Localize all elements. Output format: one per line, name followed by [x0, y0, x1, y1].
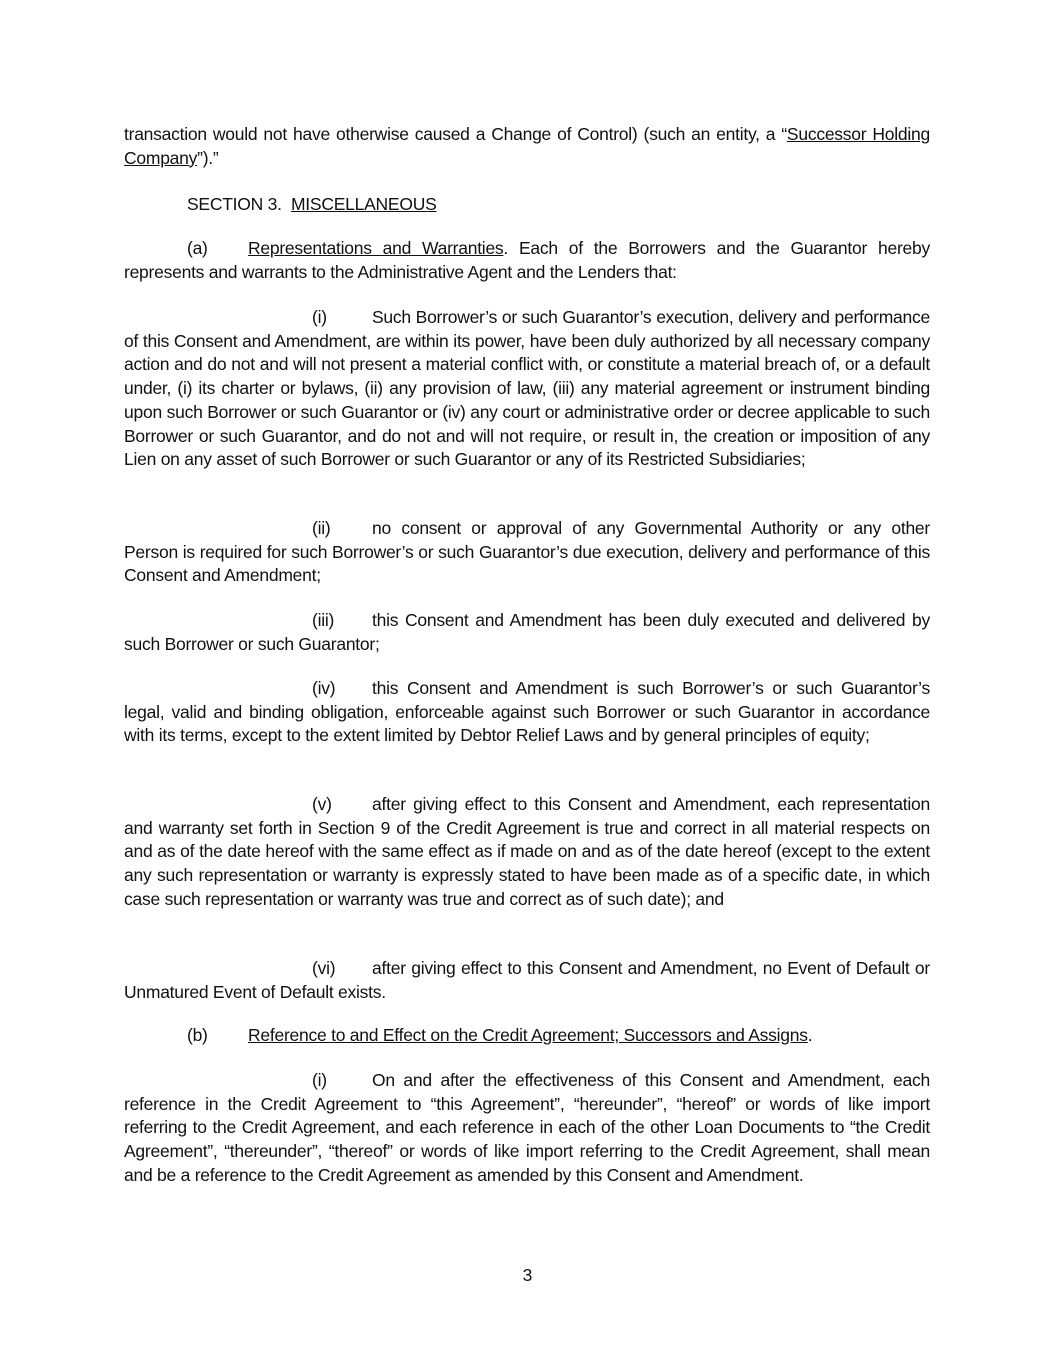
clause-label: (iv) — [312, 678, 336, 698]
clause-text: this Consent and Amendment is such Borrower’s or such Guarantor’s legal, valid and binding obligation, enforceable against such Borrower or such Guarantor in accordance with its terms, except to the extent limited by Debtor Relief Laws and by general principles of equity; — [124, 678, 930, 746]
clause-a-vi — [124, 957, 930, 1004]
clause-label: (vi) — [312, 958, 336, 978]
section-title: MISCELLANEOUS — [290, 194, 437, 214]
intro-paragraph — [124, 123, 930, 170]
clause-a-i — [124, 306, 930, 472]
clause-label: (i) — [312, 1070, 327, 1090]
clause-label: (i) — [312, 307, 327, 327]
paragraph-text: . Each of the Borrowers and the Guarantor hereby represents and warrants to the Administrative Agent and the Lenders that: — [124, 238, 930, 282]
clause-text: no consent or approval of any Governmental Authority or any other Person is required for such Borrower’s or such Guarantor’s due execution, delivery and performance of this Consent and Amendment; — [124, 518, 930, 586]
clause-text: Such Borrower’s or such Guarantor’s execution, delivery and performance of this Consent and Amendment, are within its power, have been duly authorized by all necessary company action and do not and will not present a material conflict with, or constitute a material breach of, or a default under, (i) its charter or bylaws, (ii) any provision of law, (iii) any material agreement or instrument binding upon such Borrower or such Guarantor or (iv) any court or administrative order or decree applicable to such Borrower or such Guarantor, and do not and will not require, or result in, the creation or imposition of any Lien on any asset of such Borrower or such Guarantor or any of its Restricted Subsidiaries; — [124, 307, 930, 470]
clause-text: this Consent and Amendment has been duly executed and delivered by such Borrower or such Guarantor; — [124, 610, 930, 654]
clause-text: after giving effect to this Consent and Amendment, no Event of Default or Unmatured Event of Default exists. — [124, 958, 930, 1002]
clause-a-ii — [124, 517, 930, 588]
clause-text: after giving effect to this Consent and Amendment, each representation and warranty set forth in Section 9 of the Credit Agreement is true and correct in all material respects on and as of the date hereof with the same effect as if made on and as of the date hereof (except to the extent any such representation or warranty is expressly stated to have been made as of a specific date, in which case such representation or warranty was true and correct as of such date); and — [124, 794, 930, 909]
paragraph-label: (a) — [187, 238, 208, 258]
paragraph-heading: Reference to and Effect on the Credit Agreement; Successors and Assigns — [248, 1025, 808, 1045]
paragraph-b — [124, 1024, 930, 1048]
section-number: SECTION 3. — [187, 194, 282, 214]
clause-a-iv — [124, 677, 930, 748]
intro-text-end: ”).” — [197, 147, 219, 168]
clause-b-i — [124, 1069, 930, 1188]
clause-text: On and after the effectiveness of this Consent and Amendment, each reference in the Credit Agreement to “this Agreement”, “hereunder”, “hereof” or words of like import referring to the Credit Agreement, and each reference in each of the other Loan Documents to “the Credit Agreement”, “thereunder”, “thereof” or words of like import referring to the Credit Agreement, shall mean and be a reference to the Credit Agreement as amended by this Consent and Amendment. — [124, 1070, 930, 1185]
paragraph-text: . — [807, 1025, 813, 1045]
clause-a-v — [124, 793, 930, 912]
clause-label: (v) — [312, 794, 332, 814]
intro-text: transaction would not have otherwise caused a Change of Control) (such an entity, a “ — [124, 124, 787, 144]
page-number: 3 — [522, 1265, 533, 1285]
defined-term-successor-holding-company: Successor Holding Company — [124, 124, 931, 168]
paragraph-a — [124, 237, 930, 284]
paragraph-label: (b) — [187, 1025, 208, 1045]
section-heading — [124, 193, 930, 217]
clause-a-iii — [124, 609, 930, 656]
clause-label: (ii) — [312, 518, 331, 538]
clause-label: (iii) — [312, 610, 335, 630]
paragraph-heading: Representations and Warranties — [248, 238, 504, 258]
